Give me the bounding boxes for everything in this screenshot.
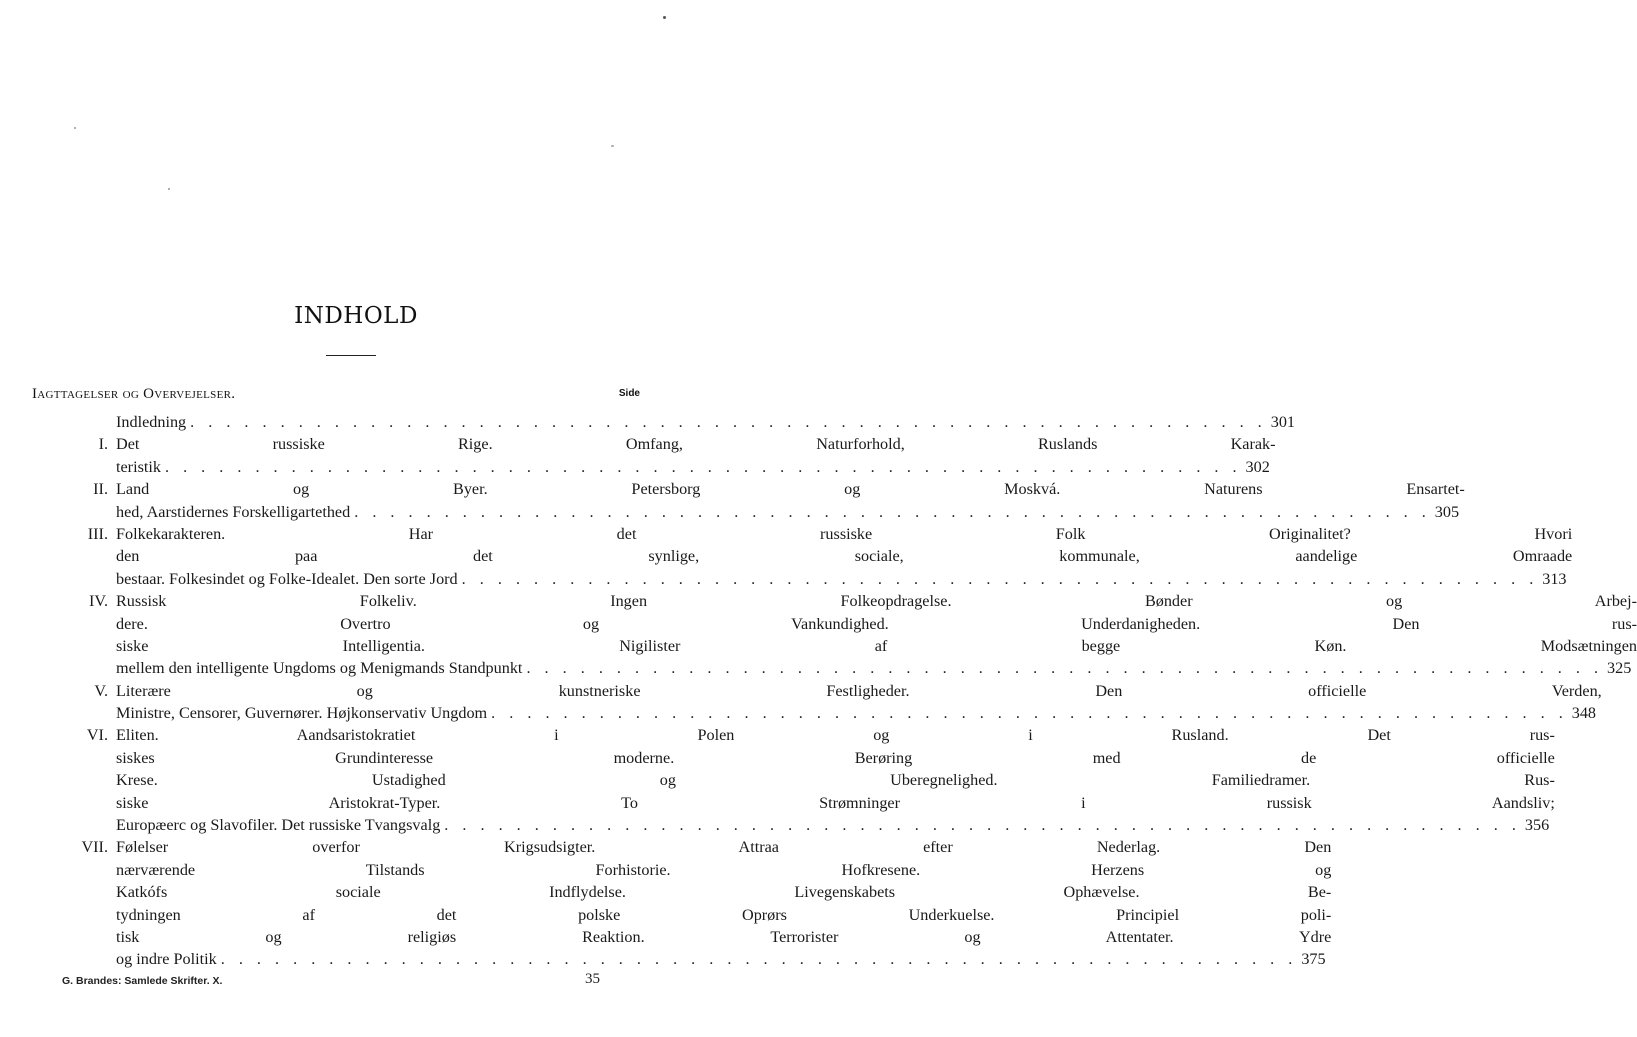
summary-line: Russisk Folkeliv. Ingen Folkeopdragelse. Bønder og Arbej- — [116, 592, 1637, 611]
summary-line: den paa det synlige, sociale, kommunale, aandelige Omraade — [116, 547, 1573, 566]
chapter-number: V. — [94, 681, 108, 700]
toc-entry — [62, 590, 1637, 680]
dot-leader: . . . . . . . . . . . . . . . . . . . . . . . . . . . . . . . . . . . . . . . . . . . . . . . . . . . . . . . . . . . . — [164, 457, 1242, 476]
dot-leader: . . . . . . . . . . . . . . . . . . . . . . . . . . . . . . . . . . . . . . . . . . . . . . . . . . . . . . . . . . . . — [491, 704, 1568, 723]
chapter-summary — [116, 724, 1555, 836]
sheet-number: 35 — [585, 971, 600, 987]
chapter-summary — [116, 590, 1637, 680]
title-divider — [326, 355, 376, 356]
summary-line: teristik — [116, 457, 161, 476]
chapter-number: II. — [93, 480, 108, 499]
dot-leader: . . . . . . . . . . . . . . . . . . . . . . . . . . . . . . . . . . . . . . . . . . . . . . . . . . . . . . . . . . . . — [526, 659, 1604, 678]
summary-line: siske Intelligentia. Nigilister af begge Køn. Modsætningen — [116, 636, 1637, 655]
page-number: 356 — [1524, 816, 1550, 835]
chapter-summary — [116, 411, 1301, 433]
summary-line: Literære og kunstneriske Festligheder. Den officielle Verden, — [116, 681, 1602, 700]
summary-line: nærværende Tilstands Forhistorie. Hofkresene. Herzens og — [116, 860, 1332, 879]
dot-leader: . . . . . . . . . . . . . . . . . . . . . . . . . . . . . . . . . . . . . . . . . . . . . . . . . . . . . . . . . . . . — [190, 413, 1267, 431]
toc-entry — [62, 680, 1602, 725]
summary-line: tydningen af det polske Oprørs Underkuelse. Principiel poli- — [116, 905, 1332, 924]
chapter-summary — [116, 836, 1331, 970]
summary-line-final — [116, 501, 1465, 523]
chapter-number: VII. — [81, 838, 108, 857]
page-number: 302 — [1245, 457, 1270, 476]
summary-line: bestaar. Folkesindet og Folke-Idealet. Den sorte Jord — [116, 569, 458, 588]
summary-line: Ministre, Censorer, Guvernører. Højkonservativ Ungdom — [116, 704, 488, 723]
dot-leader: . . . . . . . . . . . . . . . . . . . . . . . . . . . . . . . . . . . . . . . . . . . . . . . . . . . . . . . . . . . . — [354, 502, 1431, 521]
summary-line: Europæerc og Slavofiler. Det russiske Tvangsvalg — [116, 816, 441, 835]
chapter-summary — [116, 680, 1602, 725]
page-number: 325 — [1607, 659, 1632, 678]
print-speck — [663, 16, 666, 19]
dot-leader: . . . . . . . . . . . . . . . . . . . . . . . . . . . . . . . . . . . . . . . . . . . . . . . . . . . . . . . . . . . . — [444, 816, 1521, 835]
summary-line-final — [116, 568, 1572, 590]
chapter-summary — [116, 523, 1572, 590]
toc-entry — [62, 411, 1295, 433]
toc-entry — [62, 836, 1332, 970]
page-number: 348 — [1571, 704, 1597, 723]
table-of-contents — [62, 411, 1637, 971]
summary-line: og indre Politik — [116, 950, 217, 969]
chapter-number: VI. — [86, 726, 108, 745]
summary-line: Eliten. Aandsaristokratiet i Polen og i Rusland. Det rus- — [116, 726, 1555, 745]
summary-line: mellem den intelligente Ungdoms og Menigmands Standpunkt — [116, 659, 523, 678]
toc-entry — [62, 433, 1276, 478]
summary-line: hed, Aarstidernes Forskelligartethed — [116, 502, 351, 521]
chapter-summary — [116, 433, 1276, 478]
page-column-label: Side — [618, 388, 640, 399]
page-number: 313 — [1542, 569, 1567, 588]
summary-line: Det russiske Rige. Omfang, Naturforhold, Ruslands Karak- — [116, 435, 1276, 454]
summary-line-final — [116, 814, 1555, 836]
summary-line: Katkófs sociale Indflydelse. Livegenskabets Ophævelse. Be- — [116, 883, 1332, 902]
chapter-number: IV. — [88, 592, 108, 611]
summary-line-final — [116, 948, 1331, 970]
summary-line: siske Aristokrat-Typer. To Strømninger i russisk Aandsliv; — [116, 793, 1555, 812]
summary-line-final — [116, 657, 1637, 679]
page-number: 301 — [1270, 413, 1295, 431]
summary-line: dere. Overtro og Vankundighed. Underdanigheden. Den rus- — [116, 614, 1637, 633]
chapter-number — [62, 411, 116, 433]
printer-signature: G. Brandes: Samlede Skrifter. X. — [62, 975, 223, 987]
summary-line: Land og Byer. Petersborg og Moskvá. Naturens Ensartet- — [116, 480, 1465, 499]
summary-line: Indledning — [116, 413, 187, 431]
toc-entry — [62, 523, 1573, 590]
print-speck — [74, 127, 76, 129]
toc-entry — [62, 478, 1465, 523]
summary-line-final — [116, 456, 1276, 478]
chapter-summary — [116, 478, 1465, 523]
dot-leader: . . . . . . . . . . . . . . . . . . . . . . . . . . . . . . . . . . . . . . . . . . . . . . . . . . . . . . . . . . . . — [461, 569, 1539, 588]
page-title: INDHOLD — [294, 303, 418, 329]
print-speck — [611, 145, 614, 147]
summary-line: Krese. Ustadighed og Uberegnelighed. Familiedramer. Rus- — [116, 771, 1555, 790]
page-number: 375 — [1301, 950, 1326, 969]
dot-leader: . . . . . . . . . . . . . . . . . . . . . . . . . . . . . . . . . . . . . . . . . . . . . . . . . . . . . . . . . . . . — [220, 950, 1298, 969]
summary-line-final — [116, 702, 1602, 724]
summary-line-final — [116, 411, 1301, 433]
page-number: 305 — [1434, 502, 1460, 521]
chapter-number: III. — [87, 524, 108, 543]
chapter-number: I. — [98, 435, 108, 454]
summary-line: Folkekarakteren. Har det russiske Folk Originalitet? Hvori — [116, 524, 1573, 543]
summary-line: tisk og religiøs Reaktion. Terrorister og Attentater. Ydre — [116, 927, 1332, 946]
summary-line: Følelser overfor Krigsudsigter. Attraa efter Nederlag. Den — [116, 838, 1332, 857]
toc-entry — [62, 724, 1555, 836]
section-heading: Iagttagelser og Overvejelser. — [32, 386, 236, 402]
print-speck — [168, 188, 170, 190]
summary-line: siskes Grundinteresse moderne. Berøring med de officielle — [116, 748, 1555, 767]
